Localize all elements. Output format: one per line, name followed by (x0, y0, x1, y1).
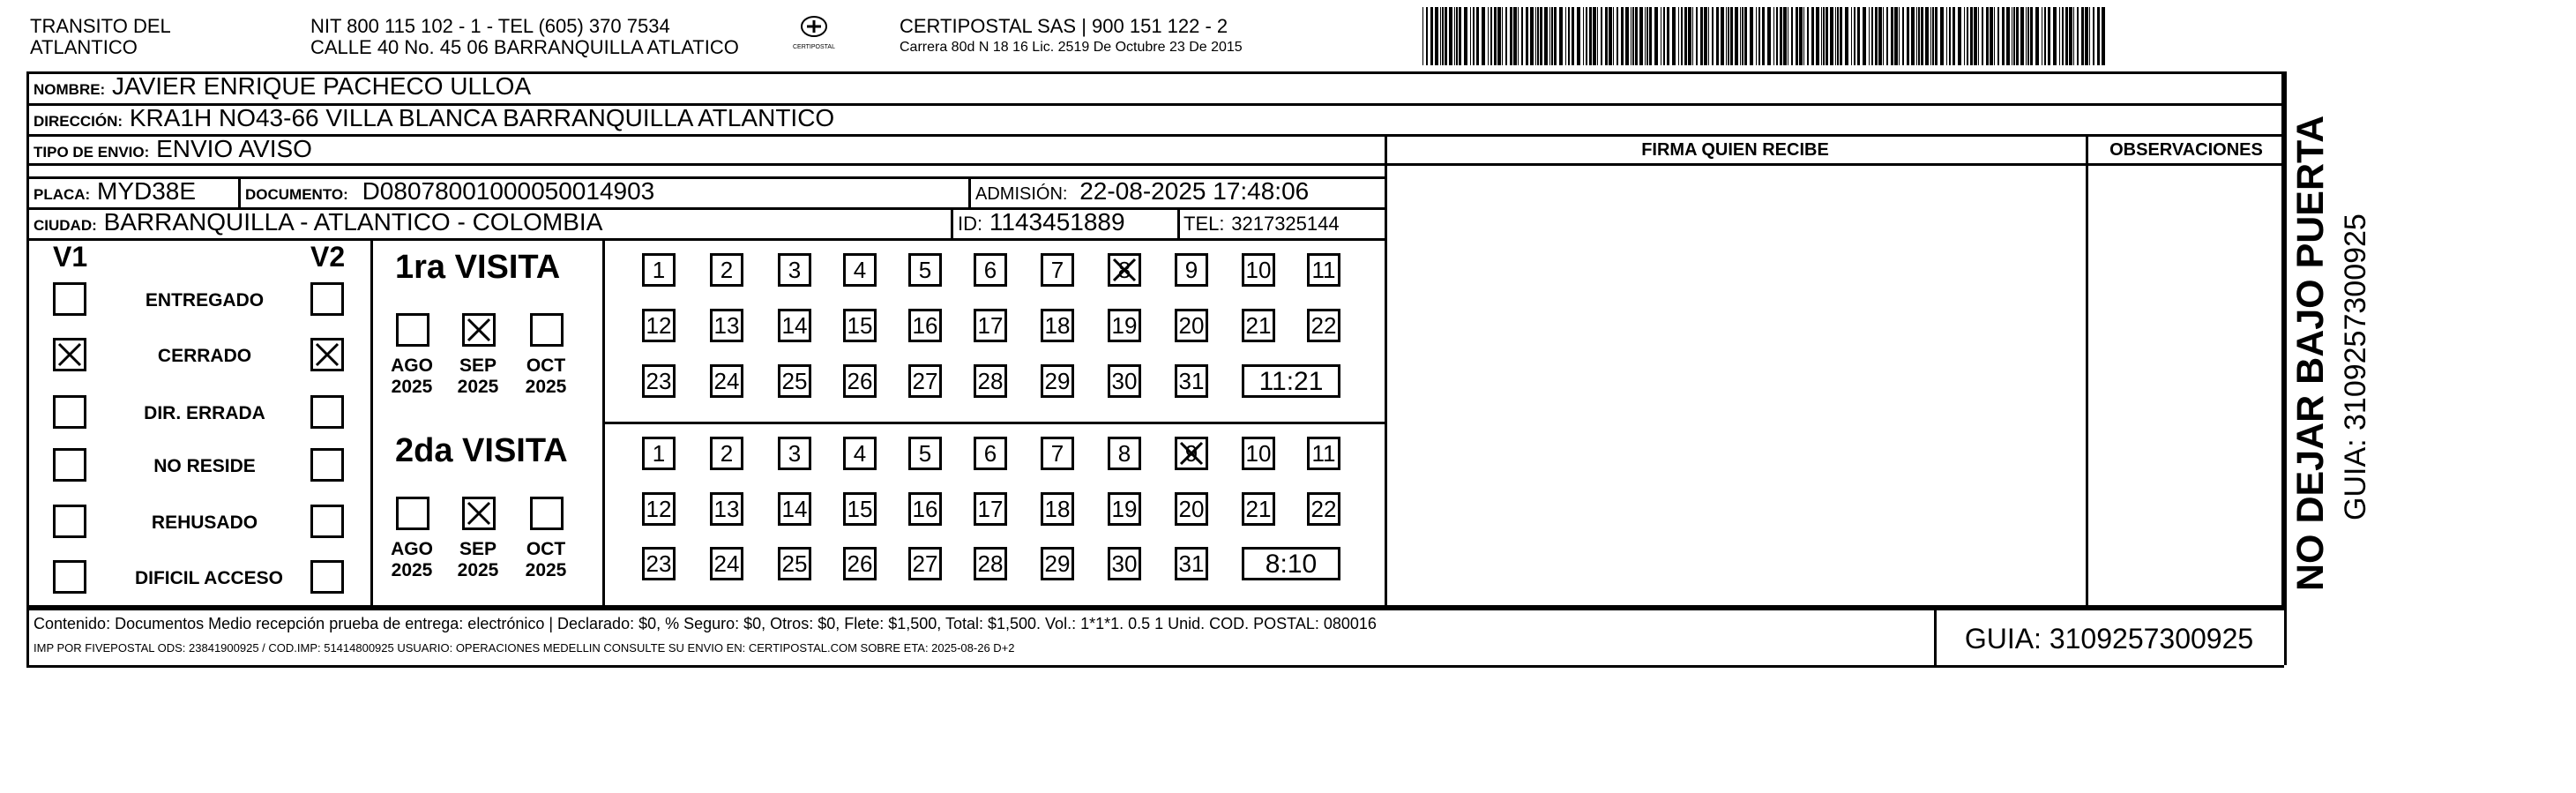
city-cell (34, 208, 602, 240)
document-label: DOCUMENTO: (245, 186, 348, 203)
v1-checkbox[interactable] (53, 505, 86, 538)
day-box[interactable]: 23 (642, 547, 676, 580)
day-box[interactable]: 14 (778, 492, 811, 526)
sender-address: CALLE 40 No. 45 06 BARRANQUILLA ATLATICO (310, 36, 739, 58)
status-option-label: REHUSADO (151, 512, 258, 533)
recipient-address: KRA1H NO43-66 VILLA BLANCA BARRANQUILLA ATLANTICO (129, 104, 835, 131)
side-guia (2339, 132, 2374, 520)
month-checkbox[interactable] (462, 313, 496, 347)
v2-header: V2 (310, 241, 346, 273)
x-mark-icon (313, 340, 341, 369)
v2-checkbox[interactable] (310, 448, 344, 482)
barcode (1422, 7, 2110, 65)
id-cell (958, 208, 1125, 238)
month-name: OCT (526, 355, 566, 376)
shipment-type: ENVIO AVISO (156, 135, 312, 162)
day-box[interactable]: 6 (974, 437, 1007, 470)
admission-value: 22-08-2025 17:48:06 (1079, 177, 1310, 205)
day-box[interactable]: 15 (843, 309, 877, 342)
v2-checkbox[interactable] (310, 338, 344, 371)
status-option-label: NO RESIDE (153, 456, 256, 476)
day-box[interactable]: 13 (710, 492, 743, 526)
month-checkbox[interactable] (530, 497, 564, 530)
handwritten-time: 8:10 (1265, 550, 1318, 579)
day-box[interactable]: 28 (974, 547, 1007, 580)
month-name: SEP (459, 539, 497, 559)
day-box[interactable]: 10 (1242, 437, 1275, 470)
footer-guia: GUIA: 3109257300925 (1964, 623, 2254, 655)
day-box[interactable]: 10 (1242, 253, 1275, 287)
status-option-label: CERRADO (157, 346, 252, 366)
city-label: CIUDAD: (34, 217, 97, 234)
side-warning-text: NO DEJAR BAJO PUERTA (2289, 115, 2332, 591)
day-box[interactable]: 2 (710, 437, 743, 470)
v1-checkbox[interactable] (53, 448, 86, 482)
day-box[interactable]: 9 (1175, 253, 1208, 287)
type-row (34, 135, 312, 167)
x-mark-icon (465, 499, 493, 527)
v1-checkbox[interactable] (53, 395, 86, 429)
day-box[interactable]: 20 (1175, 309, 1208, 342)
v2-checkbox[interactable] (310, 505, 344, 538)
day-box[interactable]: 31 (1175, 364, 1208, 398)
day-box[interactable]: 16 (908, 492, 942, 526)
day-box[interactable]: 5 (908, 437, 942, 470)
company-name: CERTIPOSTAL SAS | 900 151 122 - 2 (900, 15, 1228, 37)
plate-label: PLACA: (34, 186, 91, 203)
day-box[interactable]: 23 (642, 364, 676, 398)
day-box[interactable]: 22 (1307, 492, 1340, 526)
month-name: AGO (391, 539, 433, 559)
logo-text: CERTIPOSTAL (793, 44, 835, 50)
v1-checkbox[interactable] (53, 560, 86, 594)
side-warning (2289, 88, 2342, 591)
day-box[interactable]: 9 (1175, 437, 1208, 470)
day-box[interactable]: 18 (1041, 309, 1074, 342)
day-box[interactable]: 25 (778, 547, 811, 580)
side-guia-text: GUIA: 3109257300925 (2339, 213, 2372, 520)
sender-nit: NIT 800 115 102 - 1 - TEL (605) 370 7534 (310, 15, 670, 37)
document-value: D08078001000050014903 (362, 177, 655, 205)
day-box[interactable]: 22 (1307, 309, 1340, 342)
month-name: OCT (526, 539, 566, 559)
day-box[interactable]: 12 (642, 309, 676, 342)
month-checkbox[interactable] (462, 497, 496, 530)
day-box[interactable]: 31 (1175, 547, 1208, 580)
month-year: 2025 (457, 377, 499, 397)
month-year: 2025 (391, 560, 433, 580)
day-box[interactable]: 27 (908, 364, 942, 398)
v2-checkbox[interactable] (310, 560, 344, 594)
day-box[interactable]: 12 (642, 492, 676, 526)
city-value: BARRANQUILLA - ATLANTICO - COLOMBIA (103, 208, 603, 236)
day-box[interactable]: 8 (1108, 253, 1141, 287)
v2-checkbox[interactable] (310, 395, 344, 429)
day-box[interactable]: 21 (1242, 492, 1275, 526)
day-box[interactable]: 30 (1108, 547, 1141, 580)
day-box[interactable]: 13 (710, 309, 743, 342)
day-box[interactable]: 29 (1041, 364, 1074, 398)
footer-imp: IMP POR FIVEPOSTAL ODS: 23841900925 / COD.IMP: 51414800925 USUARIO: OPERACIONES MEDELLIN CONSULTE SU ENVIO EN: CERTIPOSTAL.COM SOBRE ETA: 2025-08-26 D+2 (34, 641, 1015, 655)
day-box[interactable]: 19 (1108, 309, 1141, 342)
day-box[interactable]: 11 (1307, 253, 1340, 287)
day-box[interactable]: 5 (908, 253, 942, 287)
visit1-title: 1ra VISITA (395, 249, 561, 286)
day-box[interactable]: 2 (710, 253, 743, 287)
month-checkbox[interactable] (396, 497, 429, 530)
certipostal-logo (788, 14, 840, 56)
v1-header: V1 (53, 241, 88, 273)
day-box[interactable]: 29 (1041, 547, 1074, 580)
firma-header: FIRMA QUIEN RECIBE (1641, 140, 1829, 160)
day-box[interactable]: 24 (710, 364, 743, 398)
day-box[interactable]: 27 (908, 547, 942, 580)
v1-checkbox[interactable] (53, 338, 86, 371)
logo-icon (796, 14, 832, 39)
type-label: TIPO DE ENVIO: (34, 144, 150, 161)
company-info (900, 16, 1243, 58)
name-row (34, 72, 531, 104)
month-checkbox[interactable] (396, 313, 429, 347)
day-box[interactable]: 20 (1175, 492, 1208, 526)
status-option-label: DIR. ERRADA (144, 403, 265, 423)
sender-info (310, 16, 739, 58)
month-year: 2025 (391, 377, 433, 397)
month-year: 2025 (525, 377, 567, 397)
document-cell (245, 177, 654, 209)
day-box[interactable]: 1 (642, 253, 676, 287)
day-box[interactable]: 30 (1108, 364, 1141, 398)
footer-content: Contenido: Documentos Medio recepción prueba de entrega: electrónico | Declarado: $0, % Seguro: $0, Otros: $0, Flete: $1,500, Total: $1,500. Vol.: 1*1*1. 0.5 1 Unid. COD. POSTAL: 080016 (34, 615, 1377, 632)
day-box[interactable]: 8 (1108, 437, 1141, 470)
status-option-label: DIFICIL ACCESO (134, 568, 283, 588)
day-box[interactable]: 16 (908, 309, 942, 342)
sender-line2: ATLANTICO (30, 36, 138, 58)
day-box[interactable]: 1 (642, 437, 676, 470)
day-box[interactable]: 25 (778, 364, 811, 398)
v1-checkbox[interactable] (53, 282, 86, 316)
day-box[interactable]: 3 (778, 437, 811, 470)
day-box[interactable]: 17 (974, 309, 1007, 342)
plate-cell (34, 177, 196, 209)
handwritten-time-box[interactable] (1242, 364, 1340, 398)
day-box[interactable]: 7 (1041, 437, 1074, 470)
x-mark-icon (465, 316, 493, 344)
x-mark-icon (1177, 439, 1206, 468)
admission-label: ADMISIÓN: (975, 184, 1068, 204)
recipient-name: JAVIER ENRIQUE PACHECO ULLOA (112, 72, 532, 100)
v2-checkbox[interactable] (310, 282, 344, 316)
day-box[interactable]: 3 (778, 253, 811, 287)
id-label: ID: (958, 213, 983, 235)
day-box[interactable]: 19 (1108, 492, 1141, 526)
month-name: AGO (391, 355, 433, 376)
day-box[interactable]: 18 (1041, 492, 1074, 526)
day-box[interactable]: 15 (843, 492, 877, 526)
day-box[interactable]: 14 (778, 309, 811, 342)
day-box[interactable]: 26 (843, 547, 877, 580)
plate-value: MYD38E (97, 177, 197, 205)
address-row (34, 104, 834, 136)
day-box[interactable]: 21 (1242, 309, 1275, 342)
x-mark-icon (1110, 256, 1139, 284)
tel-cell (1183, 208, 1340, 238)
day-box[interactable]: 4 (843, 437, 877, 470)
day-box[interactable]: 26 (843, 364, 877, 398)
sender-line1: TRANSITO DEL (30, 15, 171, 37)
company-license: Carrera 80d N 18 16 Lic. 2519 De Octubre 23 De 2015 (900, 40, 1243, 55)
day-box[interactable]: 7 (1041, 253, 1074, 287)
day-box[interactable]: 11 (1307, 437, 1340, 470)
tel-label: TEL: (1183, 213, 1225, 235)
visit2-title: 2da VISITA (395, 432, 568, 469)
sender-name (30, 16, 171, 58)
handwritten-time-box[interactable] (1242, 547, 1340, 580)
handwritten-time: 11:21 (1258, 367, 1324, 396)
tel-value: 3217325144 (1231, 213, 1340, 235)
address-label: DIRECCIÓN: (34, 113, 123, 130)
month-name: SEP (459, 355, 497, 376)
day-box[interactable]: 6 (974, 253, 1007, 287)
observaciones-header: OBSERVACIONES (2109, 140, 2263, 160)
name-label: NOMBRE: (34, 81, 106, 98)
day-box[interactable]: 24 (710, 547, 743, 580)
month-year: 2025 (457, 560, 499, 580)
day-box[interactable]: 28 (974, 364, 1007, 398)
month-checkbox[interactable] (530, 313, 564, 347)
month-year: 2025 (525, 560, 567, 580)
status-option-label: ENTREGADO (145, 290, 265, 310)
day-box[interactable]: 17 (974, 492, 1007, 526)
x-mark-icon (56, 340, 84, 369)
admission-cell (975, 177, 1309, 208)
id-value: 1143451889 (989, 208, 1125, 236)
day-box[interactable]: 4 (843, 253, 877, 287)
